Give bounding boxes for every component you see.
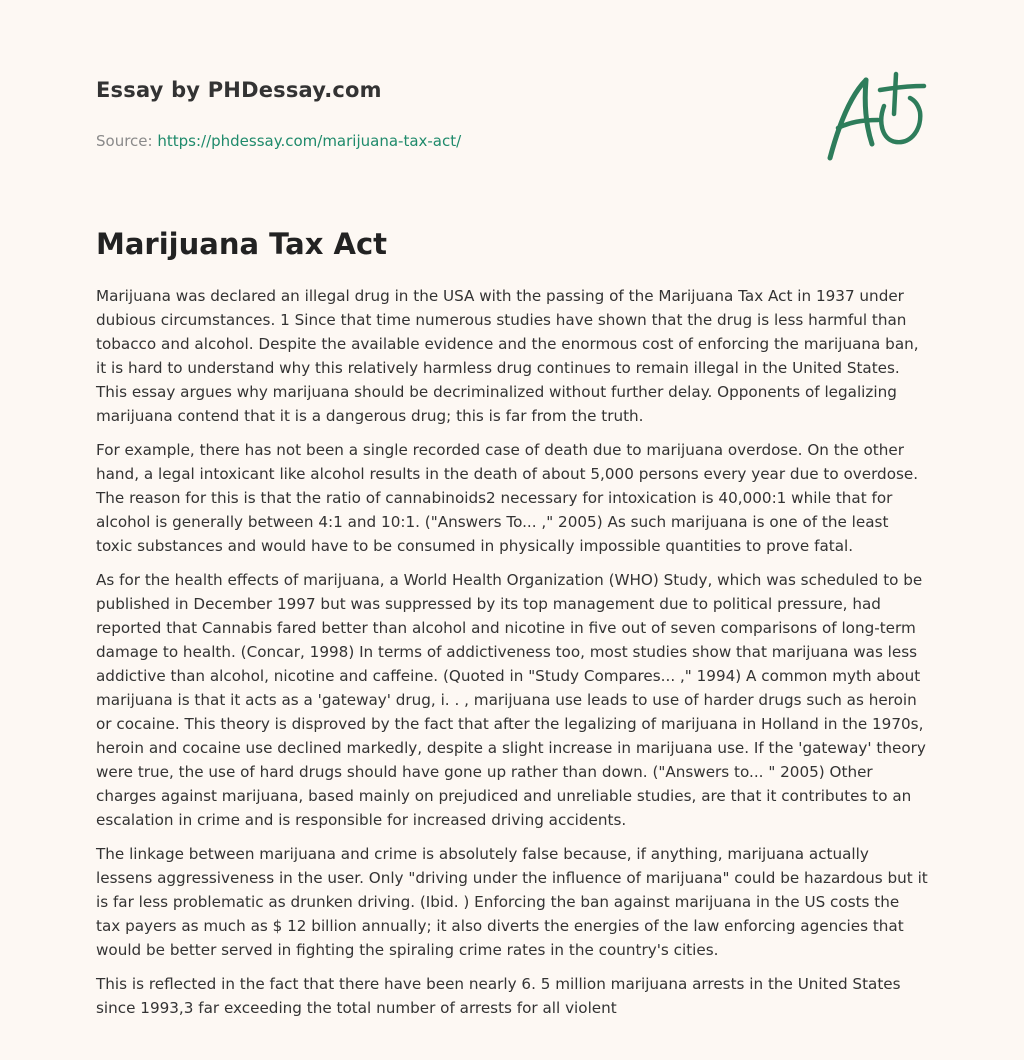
essay-body xyxy=(96,284,928,1030)
site-title: Essay by PHDessay.com xyxy=(96,78,382,102)
essay-paragraph-2: For example, there has not been a single recorded case of death due to marijuana overdose. On the other hand, a legal intoxicant like alcohol results in the death of about 5,000 persons every year due to overdose. The reason for this is that the ratio of cannabinoids2 necessary for intoxication is 40,000:1 while that for alcohol is generally between 4:1 and 10:1. ("Answers To... ," 2005) As such marijuana is one of the least toxic substances and would have to be consumed in physically impossible quantities to prove fatal. xyxy=(96,441,919,555)
essay-paragraph-4: The linkage between marijuana and crime is absolutely false because, if anything, marijuana actually lessens aggressiveness in the user. Only "driving under the influence of marijuana" could be hazardous but it is far less problematic as drunken driving. (Ibid. ) Enforcing the ban against marijuana in the US costs the tax payers as much as $ 12 billion annually; it also diverts the energies of the law enforcing agencies that would be better served in fighting the spiraling crime rates in the country's cities. xyxy=(96,845,928,959)
document-header xyxy=(96,74,696,151)
a-plus-logo-icon xyxy=(820,66,930,166)
source-line xyxy=(96,131,696,151)
essay-paragraph-5: This is reflected in the fact that there have been nearly 6. 5 million marijuana arrests in the United States since 1993,3 far exceeding the total number of arrests for all violent xyxy=(96,975,901,1017)
a-plus-logo xyxy=(820,66,930,166)
essay-paragraph-3: As for the health effects of marijuana, a World Health Organization (WHO) Study, which was scheduled to be published in December 1997 but was suppressed by its top management due to political pressure, had reported that Cannabis fared better than alcohol and nicotine in five out of seven comparisons of long-term damage to health. (Concar, 1998) In terms of addictiveness too, most studies show that marijuana was less addictive than alcohol, nicotine and caffeine. (Quoted in "Study Compares... ," 1994) A common myth about marijuana is that it acts as a 'gateway' drug, i. . , marijuana use leads to use of harder drugs such as heroin or cocaine. This theory is disproved by the fact that after the legalizing of marijuana in Holland in the 1970s, heroin and cocaine use declined markedly, despite a slight increase in marijuana use. If the 'gateway' theory were true, the use of hard drugs should have gone up rather than down. ("Answers to... " 2005) Other charges against marijuana, based mainly on prejudiced and unreliable studies, are that it contributes to an escalation in crime and is responsible for increased driving accidents. xyxy=(96,571,926,829)
source-label: Source: xyxy=(96,132,153,150)
source-link[interactable]: https://phdessay.com/marijuana-tax-act/ xyxy=(157,132,462,150)
essay-paragraph-1: Marijuana was declared an illegal drug in the USA with the passing of the Marijuana Tax Act in 1937 under dubious circumstances. 1 Since that time numerous studies have shown that the drug is less harmful than tobacco and alcohol. Despite the available evidence and the enormous cost of enforcing the marijuana ban, it is hard to understand why this relatively harmless drug continues to remain illegal in the United States. This essay argues why marijuana should be decriminalized without further delay. Opponents of legalizing marijuana contend that it is a dangerous drug; this is far from the truth. xyxy=(96,287,919,425)
essay-title: Marijuana Tax Act xyxy=(96,227,388,261)
